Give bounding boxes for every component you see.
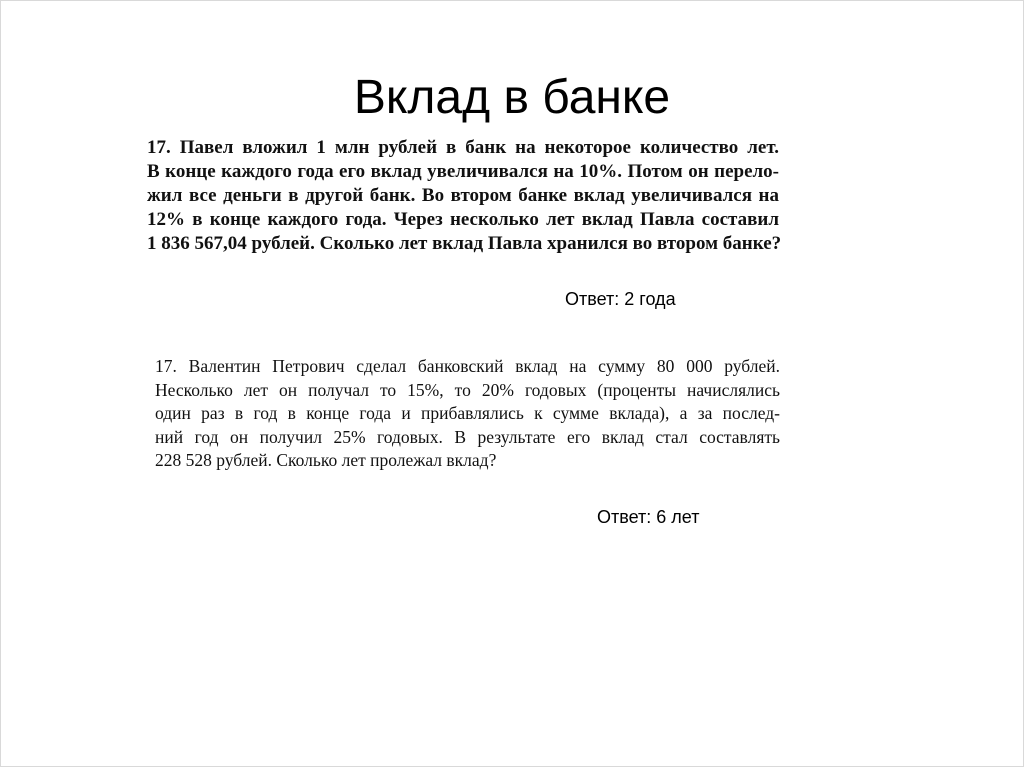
problem-line: В конце каждого года его вклад увеличивался на 10%. Потом он перело- xyxy=(147,161,779,182)
problem-line: 17. Валентин Петрович сделал банковский вклад на сумму 80 000 рублей. xyxy=(155,356,780,376)
answer-2: Ответ: 6 лет xyxy=(597,507,700,527)
answer-1: Ответ: 2 года xyxy=(565,289,676,309)
problem-line: жил все деньги в другой банк. Во втором банке вклад увеличивался на xyxy=(147,185,779,206)
problem-line: один раз в год в конце года и прибавлялись к сумме вклада), а за послед- xyxy=(155,403,780,424)
problem-line: 228 528 рублей. Сколько лет пролежал вклад? xyxy=(155,450,497,471)
problem-2-text xyxy=(155,355,780,473)
problem-line: Несколько лет он получал то 15%, то 20% годовых (проценты начислялись xyxy=(155,379,780,400)
problem-line: 17. Павел вложил 1 млн рублей в банк на некоторое количество лет. xyxy=(147,137,779,158)
slide-title: Вклад в банке xyxy=(353,71,671,124)
problem-line: ний год он получил 25% годовых. В результате его вклад стал составлять xyxy=(155,426,780,447)
problem-1-text xyxy=(147,136,782,256)
problem-line: 1 836 567,04 рублей. Сколько лет вклад Павла хранился во втором банке? xyxy=(147,233,782,254)
problem-line: 12% в конце каждого года. Через несколько лет вклад Павла составил xyxy=(147,209,779,230)
